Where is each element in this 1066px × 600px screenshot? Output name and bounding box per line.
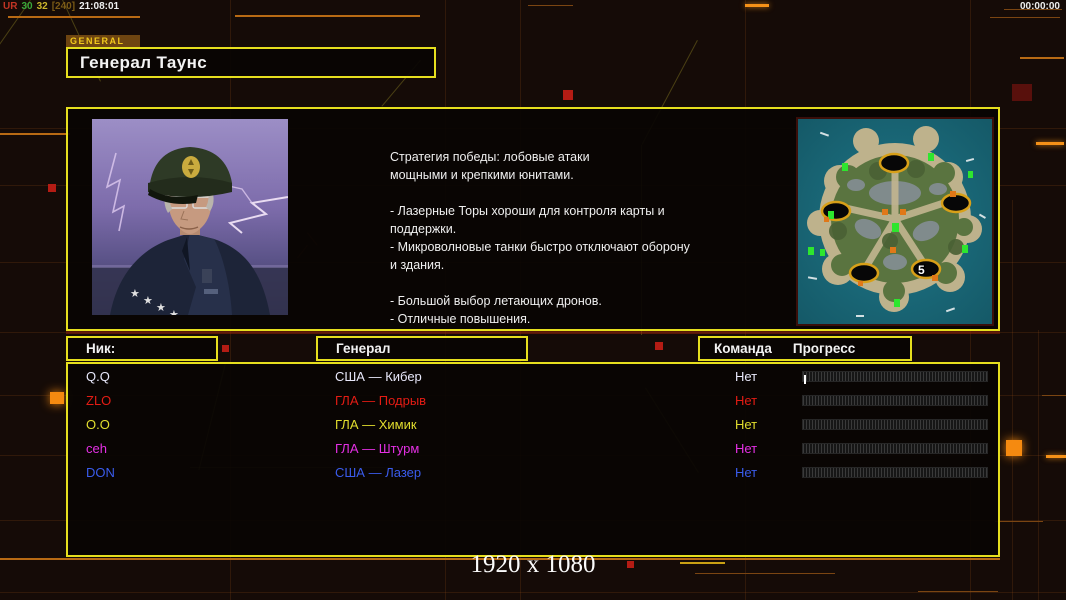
player-general: ГЛА — Химик <box>335 417 417 432</box>
general-tab: GENERAL <box>66 35 140 48</box>
header-team-progress <box>698 336 912 361</box>
overlay-stat: UR <box>3 1 18 12</box>
overlay-stat: 32 <box>36 1 48 12</box>
strategy-line: Стратегия победы: лобовые атаки <box>390 150 590 164</box>
table-row[interactable] <box>68 438 998 462</box>
map-start-badge: 5 <box>918 263 925 277</box>
player-nick: DON <box>86 465 115 480</box>
player-nick: Q.Q <box>86 369 110 384</box>
player-team: Нет <box>735 393 758 408</box>
match-timer: 00:00:00 <box>1019 1 1060 12</box>
header-nick: Ник: <box>66 336 218 361</box>
strategy-line: - Большой выбор летающих дронов. <box>390 294 602 308</box>
strategy-line: - Лазерные Торы хороши для контроля карты и <box>390 204 665 218</box>
strategy-line: и здания. <box>390 258 445 272</box>
table-row[interactable] <box>68 414 998 438</box>
svg-text:★: ★ <box>130 288 140 300</box>
svg-text:★: ★ <box>143 295 153 307</box>
table-row[interactable] <box>68 366 998 390</box>
resolution-label: 1920 x 1080 <box>470 551 596 578</box>
overlay-stat: [240] <box>51 1 76 12</box>
header-team: Команда <box>714 341 772 356</box>
table-row[interactable] <box>68 462 998 486</box>
player-team: Нет <box>735 417 758 432</box>
general-portrait-image <box>92 119 288 315</box>
player-nick: ZLO <box>86 393 112 408</box>
player-team: Нет <box>735 369 758 384</box>
strategy-line: мощными и крепкими юнитами. <box>390 168 574 182</box>
player-team: Нет <box>735 441 758 456</box>
svg-text:★: ★ <box>169 309 179 315</box>
general-title-box <box>66 47 436 78</box>
overlay-stats <box>3 1 123 12</box>
header-general: Генерал <box>316 336 528 361</box>
overlay-stat: 30 <box>21 1 33 12</box>
progress-bar <box>802 443 988 454</box>
progress-bar <box>802 419 988 430</box>
strategy-line: - Отличные повышения. <box>390 312 531 326</box>
strategy-line <box>390 274 726 292</box>
strategy-line <box>390 184 726 202</box>
page-title: Генерал Таунс <box>80 53 208 72</box>
player-rows <box>68 366 998 486</box>
header-progress: Прогресс <box>792 341 856 356</box>
player-nick: ceh <box>86 441 107 456</box>
strategy-text <box>390 148 726 328</box>
table-row[interactable] <box>68 390 998 414</box>
map-preview-image <box>798 119 992 324</box>
player-table <box>66 362 1000 557</box>
player-team: Нет <box>735 465 758 480</box>
player-general: ГЛА — Подрыв <box>335 393 427 408</box>
map-preview <box>796 117 994 326</box>
general-portrait <box>92 119 288 315</box>
strategy-line: - Микроволновые танки быстро отключают оборону <box>390 240 690 254</box>
general-info-panel <box>66 107 1000 331</box>
svg-text:★: ★ <box>156 302 166 314</box>
progress-bar <box>802 371 988 382</box>
strategy-line: поддержки. <box>390 222 457 236</box>
player-general: ГЛА — Штурм <box>335 441 420 456</box>
progress-caret <box>804 375 806 384</box>
player-general: США — Кибер <box>335 369 422 384</box>
progress-bar <box>802 467 988 478</box>
overlay-stat: 21:08:01 <box>79 1 120 12</box>
player-general: США — Лазер <box>335 465 422 480</box>
player-nick: O.O <box>86 417 110 432</box>
progress-bar <box>802 395 988 406</box>
